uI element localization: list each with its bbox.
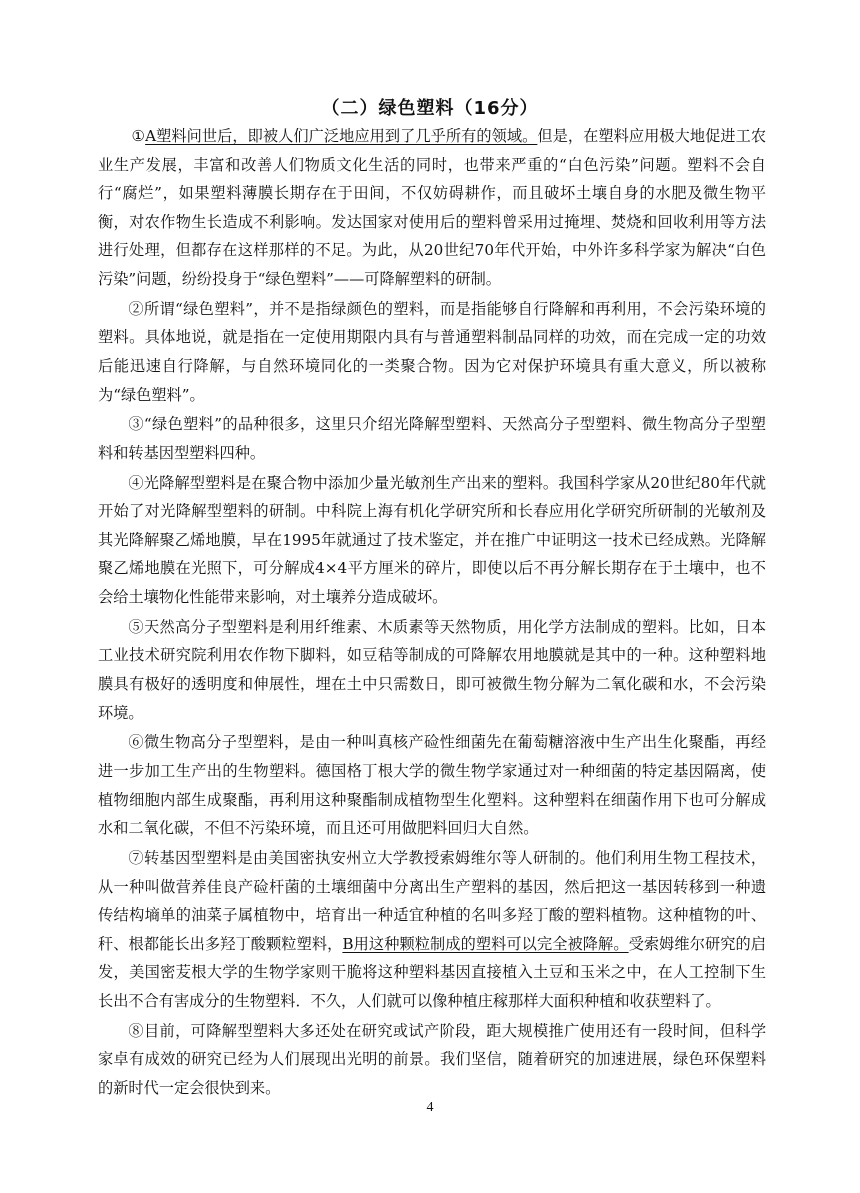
paragraph-2: ②所谓“绿色塑料”，并不是指绿颜色的塑料，而是指能够自行降解和再利用，不会污染环境的塑料。具体地说，就是指在一定使用期限内具有与普通塑料制品同样的功效，而在完成一定的功效后能迅速自行降解，与自然环境同化的一类聚合物。因为它对保护环境具有重大意义，所以被称为“绿色塑料”。 (98, 299, 766, 404)
paragraph-1-text: 但是，在塑料应用极大地促进工农业生产发展，丰富和改善人们物质文化生活的同时，也带来严重的“白色污染”问题。塑料不会自行“腐烂”，如果塑料薄膜长期存在于田间，不仅妨碍耕作，而且破坏土壤自身的水肥及微生物平衡，对农作物生长造成不利影响。发达国家对使用后的塑料曾采用过掩埋、焚烧和回收利用等方法进行处理，但都存在这样那样的不足。为此，从20世纪70年代开始，中外许多科学家为解决“白色污染”问题，纷纷投身于“绿色塑料”——可降解塑料的研制。 (98, 127, 767, 288)
paragraph-8: ⑧目前，可降解型塑料大多还处在研究或试产阶段，距大规模推广使用还有一段时间，但科学家卓有成效的研究已经为人们展现出光明的前景。我们坚信，随着研究的加速进展，绿色环保塑料的新时代一定会很快到来。 (98, 1021, 766, 1097)
paragraph-6: ⑥微生物高分子型塑料，是由一种叫真核产硷性细菌先在葡萄糖溶液中生产出生化聚酯，再经进一步加工生产出的生物塑料。德国格丁根大学的微生物学家通过对一种细菌的特定基因隔离，使植物细胞内部生成聚酯，再利用这种聚酯制成植物型生化塑料。这种塑料在细菌作用下也可分解成水和二氧化碳，不但不污染环境，而且还可用做肥料回归大自然。 (98, 733, 766, 838)
paragraph-7-text-before: ⑦转基因型塑料是由美国密执安州立大学教授索姆维尔等人研制的。他们利用生物工程技术，从一种叫做营养佳良产硷杆菌的土壤细菌中分离出生产塑料的基因，然后把这一基因转移到一种遗传结构墒单的油菜子属植物中，培育出一种适宜种植的名叫多羟丁酸的塑料植物。这种植物的叶、秆、根都能长出多羟丁酸颗粒塑料， (98, 848, 766, 953)
article-body (98, 122, 766, 1104)
page-number: 4 (426, 1100, 434, 1115)
paragraph-4: ④光降解型塑料是在聚合物中添加少量光敏剂生产出来的塑料。我国科学家从20世纪80年代就开始了对光降解型塑料的研制。中科院上海有机化学研究所和长春应用化学研究所研制的光敏剂及其光降解聚乙烯地膜，早在1995年就通过了技术鉴定，并在推广中证明这一技术已经成熟。光降解聚乙烯地膜在光照下，可分解成4×4平方厘米的碎片，即使以后不再分解长期存在于土壤中，也不会给土壤物化性能带来影响，对土壤养分造成破坏。 (98, 473, 766, 607)
underlined-sentence-b: B用这种颗粒制成的塑料可以完全被降解。 (342, 934, 629, 953)
paragraph-5: ⑤天然高分子型塑料是利用纤维素、木质素等天然物质，用化学方法制成的塑料。比如，日本工业技术研究院利用农作物下脚料，如豆秸等制成的可降解农用地膜就是其中的一种。这种塑料地膜具有极好的透明度和伸展性，埋在土中只需数日，即可被微生物分解为二氧化碳和水，不会污染环境。 (98, 617, 766, 722)
paragraph-7 (98, 844, 766, 1016)
underlined-sentence-a: A塑料问世后，即被人们广泛地应用到了几乎所有的领域。 (145, 127, 538, 145)
paragraph-1-number: ① (131, 127, 146, 145)
paragraph-1 (98, 122, 766, 294)
paragraph-3: ③“绿色塑料”的品种很多，这里只介绍光降解型塑料、天然高分子型塑料、微生物高分子型塑料和转基因型塑料四种。 (98, 415, 766, 462)
section-title: （二）绿色塑料（16分） (321, 98, 539, 119)
paragraph-7-text-after: 受索姆维尔研究的启发，美国密苃根大学的生物学家则干脆将这种塑料基因直接植入土豆和玉米之中，在人工控制下生长出不合有害成分的生物塑料．不久，人们就可以像种植庄稼那样大面积种植和收获塑料了。 (98, 934, 766, 1010)
